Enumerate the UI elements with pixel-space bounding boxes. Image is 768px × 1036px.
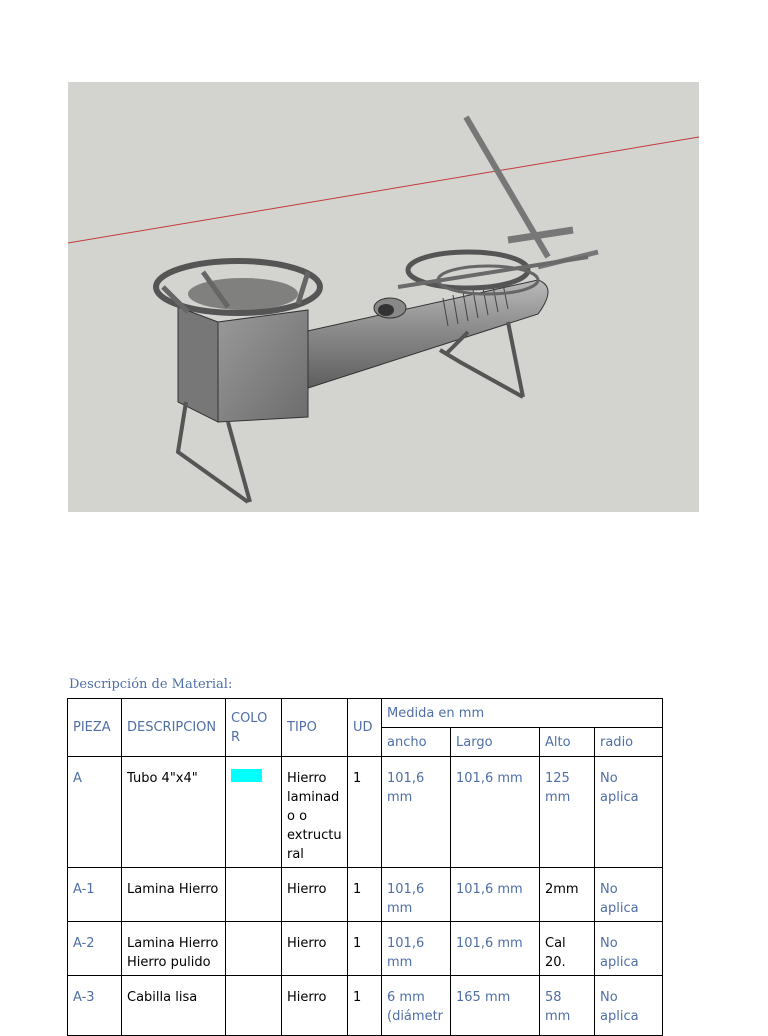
header-radio: radio: [595, 728, 663, 757]
cell-ancho: 101,6 mm: [382, 868, 451, 922]
stove-3d-render: [68, 82, 699, 512]
cell-radio: No aplica: [595, 757, 663, 868]
stove-render-image: [68, 82, 699, 512]
material-table: [67, 698, 663, 1036]
section-title: Descripción de Material:: [69, 677, 233, 692]
header-ancho: ancho: [382, 728, 451, 757]
cell-color: [226, 976, 282, 1036]
cell-pieza: A: [68, 757, 122, 868]
table-header-row: [68, 699, 663, 728]
cell-alto: 125 mm: [540, 757, 595, 868]
cell-descripcion: Lamina Hierro: [122, 868, 226, 922]
cell-ud: 1: [348, 868, 382, 922]
cell-ud: 1: [348, 922, 382, 976]
cell-ancho: 101,6 mm: [382, 757, 451, 868]
cell-ud: 1: [348, 976, 382, 1036]
cell-radio: No aplica: [595, 868, 663, 922]
table-row: [68, 757, 663, 868]
cell-color: [226, 868, 282, 922]
cell-largo: 101,6 mm: [451, 922, 540, 976]
header-pieza: PIEZA: [68, 699, 122, 757]
cell-ancho: 6 mm (diámetr: [382, 976, 451, 1036]
color-swatch: [231, 769, 262, 782]
cell-largo: 101,6 mm: [451, 868, 540, 922]
cell-pieza: A-3: [68, 976, 122, 1036]
cell-ud: 1: [348, 757, 382, 868]
header-descripcion: DESCRIPCION: [122, 699, 226, 757]
cell-radio: No aplica: [595, 922, 663, 976]
cell-tipo: Hierro laminado o extructural: [282, 757, 348, 868]
cell-ancho: 101,6 mm: [382, 922, 451, 976]
cell-descripcion: Cabilla lisa: [122, 976, 226, 1036]
cell-alto: 58 mm: [540, 976, 595, 1036]
header-color: COLOR: [226, 699, 282, 757]
header-medida: Medida en mm: [382, 699, 663, 728]
header-largo: Largo: [451, 728, 540, 757]
table-row: [68, 976, 663, 1036]
cell-largo: 165 mm: [451, 976, 540, 1036]
header-tipo: TIPO: [282, 699, 348, 757]
cell-radio: No aplica: [595, 976, 663, 1036]
cell-color: [226, 757, 282, 868]
table-row: [68, 868, 663, 922]
table-row: [68, 922, 663, 976]
cell-tipo: Hierro: [282, 976, 348, 1036]
cell-tipo: Hierro: [282, 868, 348, 922]
cell-descripcion: Tubo 4"x4": [122, 757, 226, 868]
cell-pieza: A-1: [68, 868, 122, 922]
cell-alto: Cal 20.: [540, 922, 595, 976]
cell-alto: 2mm: [540, 868, 595, 922]
cell-pieza: A-2: [68, 922, 122, 976]
header-ud: UD: [348, 699, 382, 757]
cell-descripcion: Lamina Hierro Hierro pulido: [122, 922, 226, 976]
cell-tipo: Hierro: [282, 922, 348, 976]
cell-color: [226, 922, 282, 976]
cell-largo: 101,6 mm: [451, 757, 540, 868]
header-alto: Alto: [540, 728, 595, 757]
